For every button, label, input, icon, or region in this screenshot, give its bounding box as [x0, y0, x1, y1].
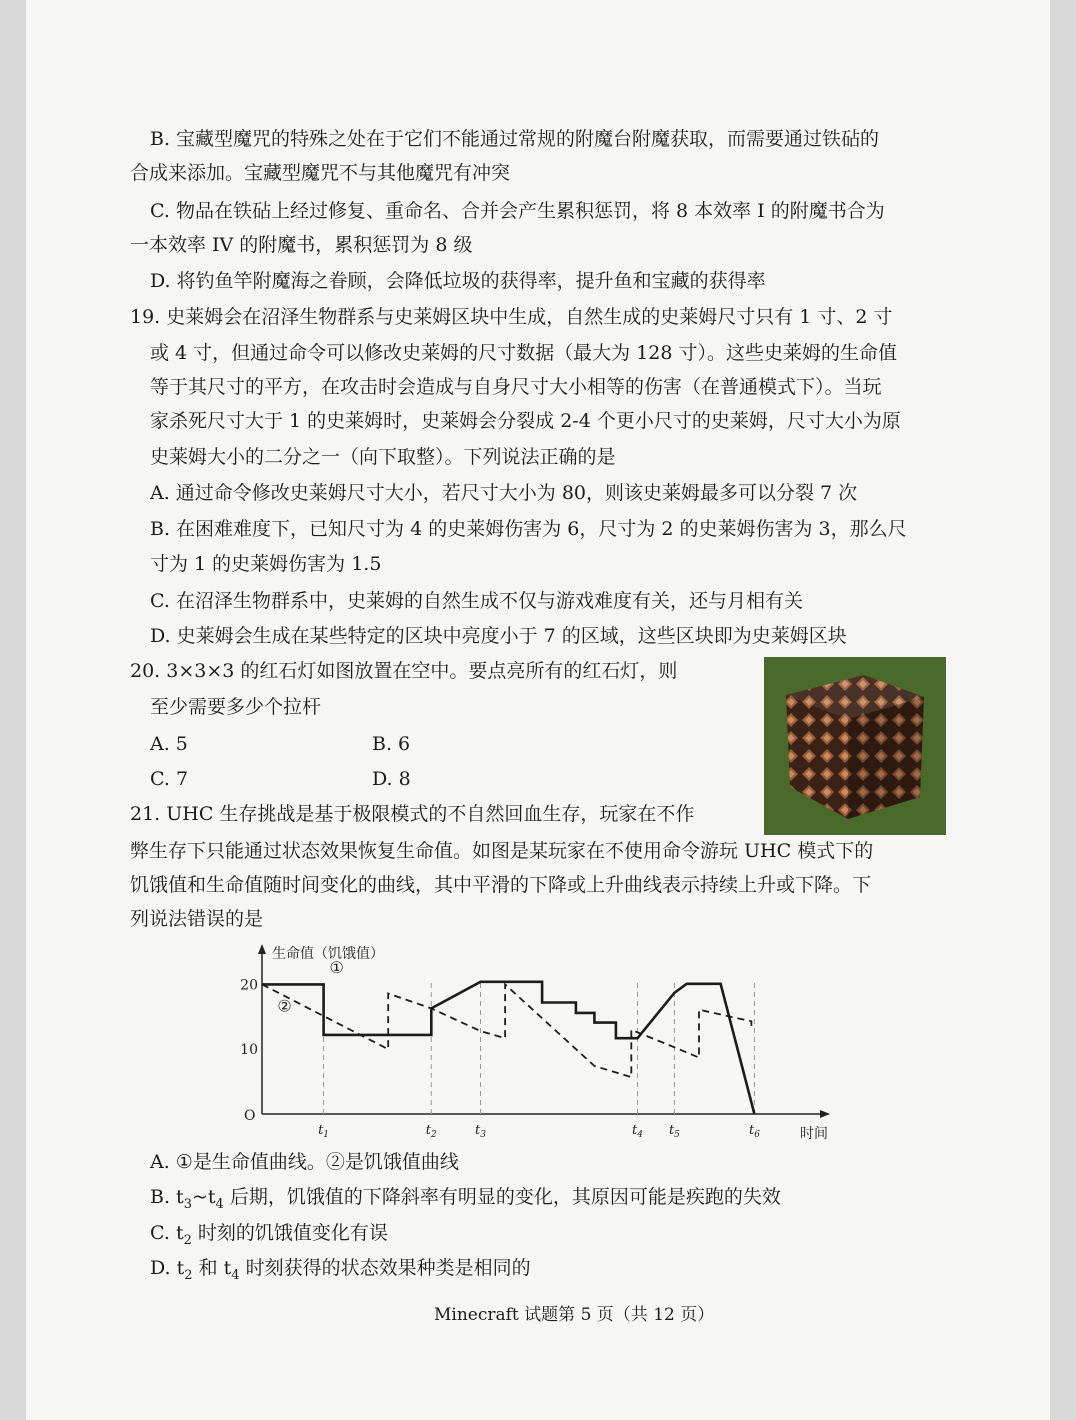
q18-option-c-line2: 一本效率 IV 的附魔书，累积惩罚为 8 级: [130, 234, 473, 256]
series-line-1: [262, 982, 754, 1114]
q20-option-b: B. 6: [372, 733, 411, 755]
q18-option-b-line1: B. 宝藏型魔咒的特殊之处在于它们不能通过常规的附魔台附魔获取，而需要通过铁砧的: [150, 128, 880, 150]
y-axis-label: 生命值（饥饿值）: [272, 946, 384, 962]
q18-option-d: D. 将钓鱼竿附魔海之眷顾，会降低垃圾的获得率，提升鱼和宝藏的获得率: [150, 270, 766, 292]
q18-option-c-line1: C. 物品在铁砧上经过修复、重命名、合并会产生累积惩罚，将 8 本效率 I 的附魔书合为: [150, 200, 885, 222]
q20-option-d: D. 8: [372, 768, 411, 790]
q21-stem-line4: 列说法错误的是: [130, 908, 264, 930]
q20-stem-line1: 20. 3×3×3 的红石灯如图放置在空中。要点亮所有的红石灯，则: [130, 660, 678, 682]
q19-stem-line2: 或 4 寸，但通过命令可以修改史莱姆的尺寸数据（最大为 128 寸）。这些史莱姆的生命值: [150, 342, 898, 364]
hunger-health-chart: [226, 942, 836, 1142]
q19-stem-line4: 家杀死尺寸大于 1 的史莱姆时，史莱姆会分裂成 2-4 个更小尺寸的史莱姆，尺寸大小为原: [150, 410, 901, 432]
q19-option-b-line1: B. 在困难难度下，已知尺寸为 4 的史莱姆伤害为 6，尺寸为 2 的史莱姆伤害为 3，那么尺: [150, 518, 907, 540]
y-tick-label-10: 10: [240, 1042, 258, 1059]
y-axis-arrow-icon: [258, 944, 266, 954]
q20-stem-line2: 至少需要多少个拉杆: [150, 696, 322, 718]
q21-stem-line1: 21. UHC 生存挑战是基于极限模式的不自然回血生存，玩家在不作: [130, 803, 695, 825]
q21-option-b: B. $t_3\sim t_4$ 后期，饥饿值的下降斜率有明显的变化，其原因可能是疾跑的失效: [150, 1186, 781, 1212]
q19-stem-line3: 等于其尺寸的平方，在攻击时会造成与自身尺寸大小相等的伤害（在普通模式下）。当玩: [150, 376, 882, 398]
q20-option-a: A. 5: [150, 733, 188, 755]
q20-option-c: C. 7: [150, 768, 189, 790]
x-tick-label-t4: $t_4$: [632, 1123, 643, 1140]
x-axis-label: 时间: [800, 1126, 828, 1142]
q21-stem-line3: 饥饿值和生命值随时间变化的曲线，其中平滑的下降或上升曲线表示持续上升或下降。下: [130, 874, 872, 896]
redstone-lamp-cube-figure: [764, 657, 946, 835]
q19-option-b-line2: 寸为 1 的史莱姆伤害为 1.5: [150, 553, 382, 575]
x-tick-label-t2: $t_2$: [425, 1123, 437, 1140]
q19-option-d: D. 史莱姆会生成在某些特定的区块中亮度小于 7 的区域，这些区块即为史莱姆区块: [150, 625, 847, 647]
x-tick-label-t1: $t_1$: [318, 1123, 330, 1140]
q19-stem-line5: 史莱姆大小的二分之一（向下取整）。下列说法正确的是: [150, 446, 616, 468]
y-tick-label-20: 20: [240, 977, 258, 994]
page-footer: Minecraft 试题第 5 页（共 12 页）: [434, 1305, 715, 1325]
series-label-1: ①: [329, 958, 344, 978]
q19-stem-line1: 19. 史莱姆会在沼泽生物群系与史莱姆区块中生成，自然生成的史莱姆尺寸只有 1 寸、2 寸: [130, 306, 893, 328]
series-line-2: [262, 984, 751, 1077]
origin-label: O: [244, 1108, 256, 1124]
x-tick-label-t3: $t_3$: [475, 1123, 487, 1140]
redstone-lamp-icon: [764, 657, 946, 835]
q18-option-b-line2: 合成来添加。宝藏型魔咒不与其他魔咒有冲突: [130, 162, 511, 184]
x-tick-label-t5: $t_5$: [668, 1123, 680, 1140]
q21-option-d: D. $t_2$ 和 $t_4$ 时刻获得的状态效果种类是相同的: [150, 1257, 531, 1283]
series-label-2: ②: [277, 996, 292, 1016]
q21-option-c: C. $t_2$ 时刻的饥饿值变化有误: [150, 1222, 388, 1248]
q19-option-a: A. 通过命令修改史莱姆尺寸大小，若尺寸大小为 80，则该史莱姆最多可以分裂 7 次: [150, 482, 858, 504]
q19-option-c: C. 在沼泽生物群系中，史莱姆的自然生成不仅与游戏难度有关，还与月相有关: [150, 590, 803, 612]
q21-stem-line2: 弊生存下只能通过状态效果恢复生命值。如图是某玩家在不使用命令游玩 UHC 模式下的: [130, 840, 874, 862]
x-axis-arrow-icon: [820, 1110, 830, 1118]
x-tick-label-t6: $t_6$: [748, 1123, 760, 1140]
q21-option-a: A. ①是生命值曲线。②是饥饿值曲线: [150, 1151, 459, 1173]
